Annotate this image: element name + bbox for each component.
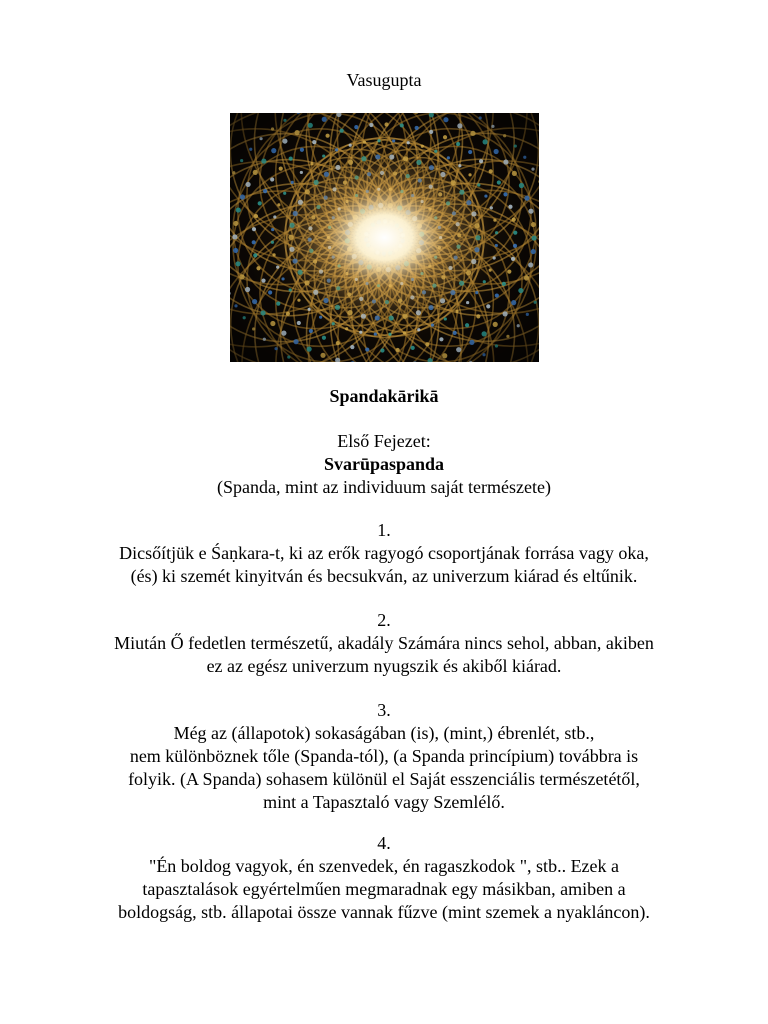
verse-line: mint a Tapasztaló vagy Szemlélő. bbox=[263, 792, 505, 812]
verse-number: 3. bbox=[377, 700, 391, 720]
verse-3 bbox=[40, 699, 728, 814]
verse-line: "Én boldog vagyok, én szenvedek, én ragaszkodok ", stb.. Ezek a bbox=[148, 856, 620, 876]
verse-number: 4. bbox=[377, 833, 391, 853]
chapter-subtitle: (Spanda, mint az individuum saját természete) bbox=[217, 477, 551, 497]
verse-number: 2. bbox=[377, 610, 391, 630]
verse-line: Miután Ő fedetlen természetű, akadály Számára nincs sehol, abban, akiben bbox=[114, 633, 654, 653]
verse-2 bbox=[40, 609, 728, 678]
chapter-heading: Első Fejezet: bbox=[337, 431, 431, 451]
chapter-name: Svarūpaspanda bbox=[323, 454, 445, 474]
verse-line: nem különböznek tőle (Spanda-tól), (a Spanda princípium) továbbra is bbox=[129, 746, 639, 766]
work-title: Spandakārikā bbox=[329, 386, 439, 406]
verse-line: boldogság, stb. állapotai össze vannak fűzve (mint szemek a nyakláncon). bbox=[118, 902, 650, 922]
verse-number: 1. bbox=[377, 520, 391, 540]
verse-line: (és) ki szemét kinyitván és becsukván, az univerzum kiárad és eltűnik. bbox=[130, 566, 638, 586]
author-name: Vasugupta bbox=[346, 70, 422, 90]
verse-line: folyik. (A Spanda) sohasem különül el Saját esszenciális természetétől, bbox=[128, 769, 640, 789]
verse-line: Dicsőítjük e Śaṇkara-t, ki az erők ragyogó csoportjának forrása vagy oka, bbox=[119, 543, 649, 563]
chapter-heading-block bbox=[0, 430, 768, 499]
verse-4 bbox=[40, 832, 728, 924]
verse-line: ez az egész univerzum nyugszik és akiből kiárad. bbox=[206, 656, 562, 676]
mandala-illustration bbox=[230, 113, 539, 362]
verse-line: Még az (állapotok) sokaságában (is), (mint,) ébrenlét, stb., bbox=[173, 723, 595, 743]
verse-line: tapasztalások egyértelműen megmaradnak egy másikban, amiben a bbox=[142, 879, 626, 899]
verse-1 bbox=[40, 519, 728, 588]
